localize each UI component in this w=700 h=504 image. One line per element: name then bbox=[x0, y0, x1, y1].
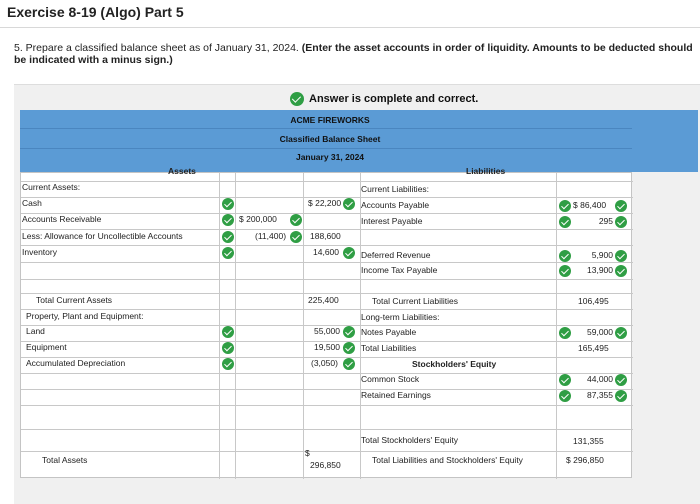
allowance-value: (11,400) bbox=[255, 231, 287, 241]
allowance-label: Less: Allowance for Uncollectible Accounts bbox=[22, 231, 183, 241]
total-le-value: $ 296,850 bbox=[566, 455, 604, 465]
check-icon bbox=[559, 327, 571, 339]
exercise-title: Exercise 8-19 (Algo) Part 5 bbox=[7, 4, 184, 20]
income-tax-value: 13,900 bbox=[587, 265, 613, 275]
check-icon bbox=[559, 390, 571, 402]
sheet-title: Classified Balance Sheet bbox=[279, 134, 381, 144]
ap-label: Accounts Payable bbox=[361, 200, 430, 210]
deferred-revenue-label: Deferred Revenue bbox=[361, 250, 431, 260]
common-stock-value: 44,000 bbox=[587, 374, 613, 384]
sheet-date: January 31, 2024 bbox=[295, 152, 365, 162]
total-se-value: 131,355 bbox=[573, 436, 604, 446]
current-assets-label: Current Assets: bbox=[22, 182, 81, 192]
total-current-assets-label: Total Current Assets bbox=[36, 295, 113, 305]
deferred-revenue-value: 5,900 bbox=[591, 250, 613, 260]
land-label: Land bbox=[26, 326, 45, 336]
cash-label: Cash bbox=[22, 198, 42, 208]
inventory-value: 14,600 bbox=[313, 247, 339, 257]
ap-value: $ 86,400 bbox=[573, 200, 607, 210]
check-icon bbox=[615, 216, 627, 228]
check-icon bbox=[615, 327, 627, 339]
check-icon bbox=[615, 265, 627, 277]
common-stock-label: Common Stock bbox=[361, 374, 420, 384]
check-icon bbox=[559, 216, 571, 228]
check-icon bbox=[290, 231, 302, 243]
land-value: 55,000 bbox=[314, 326, 340, 336]
check-icon bbox=[290, 92, 304, 106]
ar-value: $ 200,000 bbox=[239, 214, 277, 224]
total-current-liabilities-value: 106,495 bbox=[578, 296, 609, 306]
instructions bbox=[14, 42, 694, 66]
check-icon bbox=[559, 250, 571, 262]
assets-header: Assets bbox=[168, 166, 196, 176]
instructions-bold: (Enter the asset accounts in order of liquidity. Amounts to be deducted should be indicated with a minus sign.) bbox=[14, 42, 693, 66]
answer-status-text: Answer is complete and correct. bbox=[309, 93, 479, 105]
check-icon bbox=[559, 200, 571, 212]
ar-label: Accounts Receivable bbox=[22, 214, 102, 224]
total-assets-label: Total Assets bbox=[42, 455, 88, 465]
check-icon bbox=[290, 214, 302, 226]
company-name: ACME FIREWORKS bbox=[290, 115, 370, 125]
check-icon bbox=[222, 326, 234, 338]
accum-dep-label: Accumulated Depreciation bbox=[26, 358, 126, 368]
notes-payable-label: Notes Payable bbox=[361, 327, 417, 337]
current-liabilities-label: Current Liabilities: bbox=[361, 184, 430, 194]
title-divider bbox=[0, 27, 700, 28]
interest-payable-label: Interest Payable bbox=[361, 216, 423, 226]
check-icon bbox=[615, 390, 627, 402]
answer-status bbox=[290, 92, 478, 106]
cash-value: $ 22,200 bbox=[308, 198, 342, 208]
check-icon bbox=[343, 247, 355, 259]
equipment-label: Equipment bbox=[26, 342, 67, 352]
equity-header: Stockholders' Equity bbox=[412, 359, 497, 369]
check-icon bbox=[343, 342, 355, 354]
retained-earnings-value: 87,355 bbox=[587, 390, 613, 400]
net-ar-value: 188,600 bbox=[310, 231, 341, 241]
check-icon bbox=[222, 342, 234, 354]
liabilities-header: Liabilities bbox=[466, 166, 506, 176]
check-icon bbox=[222, 214, 234, 226]
instructions-lead: 5. Prepare a classified balance sheet as of January 31, 2024. bbox=[14, 42, 299, 54]
total-liabilities-value: 165,495 bbox=[578, 343, 609, 353]
check-icon bbox=[343, 326, 355, 338]
check-icon bbox=[615, 200, 627, 212]
sheet-header-band bbox=[20, 110, 698, 172]
check-icon bbox=[222, 198, 234, 210]
total-assets-dollar: $ bbox=[305, 448, 310, 458]
income-tax-label: Income Tax Payable bbox=[361, 265, 438, 275]
total-current-liabilities-label: Total Current Liabilities bbox=[372, 296, 458, 306]
check-icon bbox=[559, 374, 571, 386]
check-icon bbox=[343, 358, 355, 370]
check-icon bbox=[222, 247, 234, 259]
check-icon bbox=[343, 198, 355, 210]
ppe-label: Property, Plant and Equipment: bbox=[26, 311, 144, 321]
check-icon bbox=[222, 358, 234, 370]
notes-payable-value: 59,000 bbox=[587, 327, 613, 337]
check-icon bbox=[559, 265, 571, 277]
equipment-value: 19,500 bbox=[314, 342, 340, 352]
accum-dep-value: (3,050) bbox=[311, 358, 338, 368]
longterm-liabilities-label: Long-term Liabilities: bbox=[361, 312, 440, 322]
total-liabilities-label: Total Liabilities bbox=[361, 343, 417, 353]
interest-payable-value: 295 bbox=[598, 216, 613, 226]
balance-sheet-table bbox=[20, 172, 632, 478]
total-se-label: Total Stockholders' Equity bbox=[361, 435, 459, 445]
check-icon bbox=[615, 374, 627, 386]
total-assets-value: 296,850 bbox=[310, 460, 341, 470]
total-current-assets-value: 225,400 bbox=[308, 295, 339, 305]
check-icon bbox=[222, 231, 234, 243]
retained-earnings-label: Retained Earnings bbox=[361, 390, 431, 400]
inventory-label: Inventory bbox=[22, 247, 57, 257]
total-le-label: Total Liabilities and Stockholders' Equity bbox=[372, 455, 523, 465]
check-icon bbox=[615, 250, 627, 262]
